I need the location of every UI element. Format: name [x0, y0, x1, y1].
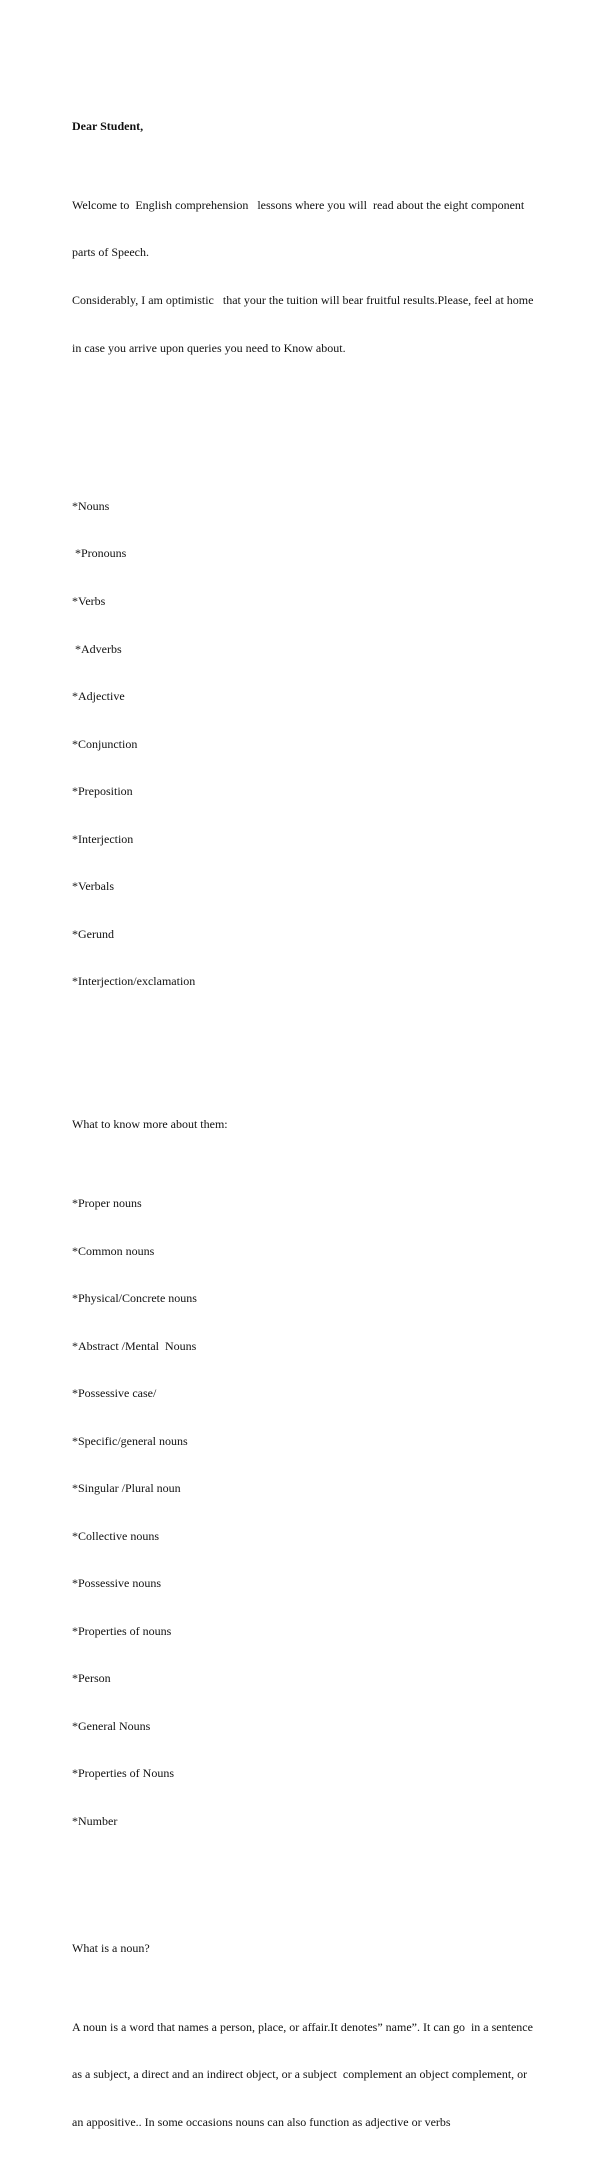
intro-line: parts of Speech. — [72, 245, 149, 260]
definition-paragraph — [72, 1988, 542, 2162]
list-item: *Properties of Nouns — [72, 1766, 174, 1781]
list-item: *Abstract /Mental Nouns — [72, 1338, 197, 1353]
intro-line: Welcome to English comprehension lessons where you will read about the eight component — [72, 197, 525, 212]
intro-line: Considerably, I am optimistic that your the tuition will bear fruitful results.Please, feel at home — [72, 292, 534, 307]
list-item: *Verbs — [72, 594, 106, 608]
noun-topics-list — [72, 1164, 542, 1861]
list-item: *Interjection — [72, 831, 134, 846]
list-item: *Number — [72, 1813, 118, 1828]
more-heading: What to know more about them: — [72, 1116, 228, 1131]
list-item: *Gerund — [72, 926, 114, 941]
list-item: *Common nouns — [72, 1243, 155, 1258]
list-item: *Interjection/exclamation — [72, 974, 196, 989]
list-item: *Physical/Concrete nouns — [72, 1291, 197, 1306]
definition-line: an appositive.. In some occasions nouns can also function as adjective or verbs — [72, 2115, 451, 2129]
intro-paragraph — [72, 166, 542, 388]
definition-line: as a subject, a direct and an indirect object, or a subject complement an object complement, or — [72, 2067, 528, 2082]
parts-of-speech-list — [72, 467, 542, 1022]
question-heading: What is a noun? — [72, 1940, 150, 1955]
list-item: *Verbals — [72, 879, 114, 894]
list-item: *Preposition — [72, 784, 133, 799]
list-item: *Properties of nouns — [72, 1623, 172, 1638]
intro-line: in case you arrive upon queries you need to Know about. — [72, 340, 346, 355]
spacer — [72, 1893, 542, 1909]
list-item: *Nouns — [72, 498, 110, 513]
document-page — [72, 87, 542, 2178]
definition-line: A noun is a word that names a person, place, or affair.It denotes” name”. It can go in a sentence — [72, 2019, 533, 2034]
spacer — [72, 420, 542, 436]
list-item: *Adjective — [72, 689, 125, 704]
list-item: *Person — [72, 1671, 111, 1686]
list-item: *Conjunction — [72, 736, 138, 751]
list-item: *Possessive case/ — [72, 1386, 157, 1401]
spacer — [72, 1053, 542, 1085]
list-item: *Collective nouns — [72, 1528, 159, 1543]
greeting: Dear Student, — [72, 118, 144, 133]
list-item: *Specific/general nouns — [72, 1433, 188, 1448]
list-item: *Proper nouns — [72, 1196, 142, 1211]
list-item: *General Nouns — [72, 1718, 151, 1733]
list-item: *Adverbs — [72, 641, 122, 656]
list-item: *Pronouns — [72, 546, 127, 561]
list-item: *Possessive nouns — [72, 1576, 162, 1591]
list-item: *Singular /Plural noun — [72, 1481, 181, 1496]
